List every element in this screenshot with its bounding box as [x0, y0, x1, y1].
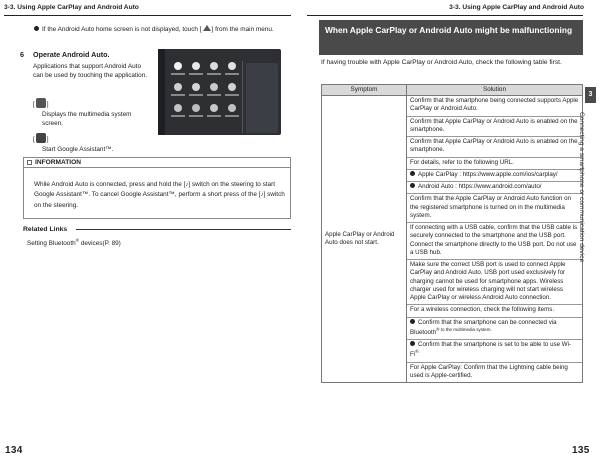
bracket-close: ]	[46, 136, 49, 143]
intro-bullet-after: ] from the main menu.	[211, 26, 274, 33]
app-icon	[228, 104, 236, 112]
bullet-icon	[410, 341, 415, 346]
bullet-icon	[410, 171, 415, 176]
app-icon	[174, 83, 182, 91]
solution-item	[407, 318, 582, 341]
information-title: INFORMATION	[35, 159, 82, 166]
bracket-open: [	[33, 136, 35, 143]
troubleshooting-table	[321, 84, 583, 383]
related-links-rule	[76, 229, 291, 230]
app-label	[207, 73, 221, 75]
app-icon	[192, 83, 200, 91]
solution-item	[407, 182, 582, 194]
column-header-symptom: Symptom	[322, 85, 407, 96]
app-label	[207, 94, 221, 96]
left-header-rule	[4, 15, 291, 16]
intro-bullet-text: If the Android Auto home screen is not displayed, touch [	[42, 26, 202, 33]
solution-item: For a wireless connection, check the following items.	[407, 305, 582, 317]
app-icon	[228, 83, 236, 91]
bullet-icon	[410, 319, 415, 324]
app-icon	[210, 62, 218, 70]
wifi-check-text: Confirm that the smartphone is set to be able to use Wi-Fi	[410, 341, 572, 359]
step-number: 6	[20, 50, 24, 59]
solution-cell	[407, 96, 583, 383]
android-auto-url[interactable]: Android Auto : https://www.android.com/auto/	[418, 183, 542, 190]
left-page-number: 134	[5, 445, 23, 456]
chapter-side-text: Connecting a smartphone or communication device	[578, 112, 585, 263]
bracket-close: ]	[46, 101, 49, 108]
voice-command-icon	[36, 133, 46, 143]
app-icon	[210, 104, 218, 112]
right-page-number: 135	[572, 445, 590, 456]
solution-item: Confirm that the smartphone being connected supports Apple CarPlay or Android Auto.	[407, 96, 582, 117]
table-header-row	[322, 85, 583, 96]
section-title-bar	[319, 20, 583, 55]
left-page-header: 3-3. Using Apple CarPlay and Android Auto	[4, 4, 139, 11]
step-description: Applications that support Android Auto can be used by touching the application.	[33, 63, 148, 79]
registered-mark: ®	[75, 238, 80, 243]
section-title: When Apple CarPlay or Android Auto might be malfunctioning	[325, 25, 573, 35]
solution-item: Confirm that the Apple CarPlay or Android Auto function on the registered smartphone is turned on in the multimedia system.	[407, 194, 582, 223]
wifi-check-suffix: ®.	[415, 349, 420, 355]
apple-carplay-url[interactable]: Apple CarPlay : https://www.apple.com/ios/carplay/	[418, 170, 558, 178]
app-label	[207, 115, 221, 117]
item-1-icon-ref	[33, 98, 49, 110]
app-icon	[174, 62, 182, 70]
app-label	[189, 115, 203, 117]
information-text	[34, 180, 288, 211]
column-header-solution: Solution	[407, 85, 583, 96]
app-label	[171, 73, 185, 75]
screen-divider	[242, 61, 243, 133]
bullet-icon	[34, 26, 39, 31]
information-text-2: ] switch on the steering to start Google Assistant™. To cancel Google Assistant™, perform a short press of the [	[34, 181, 276, 199]
voice-switch-icon: ♪	[260, 192, 264, 199]
menu-grid-icon	[36, 98, 46, 108]
app-label	[225, 115, 239, 117]
solution-item: Confirm that Apple CarPlay or Android Auto is enabled on the smartphone.	[407, 117, 582, 138]
app-label	[189, 94, 203, 96]
solution-item: Confirm that Apple CarPlay or Android Auto is enabled on the smartphone.	[407, 137, 582, 158]
related-links-title: Related Links	[23, 226, 68, 233]
screen-side-card	[246, 63, 278, 133]
solution-item	[407, 170, 582, 182]
chapter-tab: 3	[585, 87, 596, 103]
related-link-page[interactable]: devices(P. 89)	[79, 240, 121, 248]
bluetooth-check-text: Confirm that the smartphone can be connected via Bluetooth	[410, 318, 557, 336]
right-page-header: 3-3. Using Apple CarPlay and Android Auto	[449, 4, 584, 11]
app-label	[171, 94, 185, 96]
right-header-rule	[307, 15, 583, 16]
solution-item: Make sure the correct USB port is used to connect Apple CarPlay and Android Auto. USB port used exclusively for charging cannot be used for smartphone apps. Wireless charger used for wireless charging will not start wireless Apple CarPlay or wireless Android Auto connection.	[407, 260, 582, 305]
bluetooth-check-suffix: ® to the multimedia system.	[436, 326, 492, 332]
app-icon	[210, 83, 218, 91]
android-auto-screen-illustration	[158, 49, 281, 135]
information-text-1: While Android Auto is connected, press and hold the [	[34, 181, 186, 188]
table-row	[322, 96, 583, 383]
voice-switch-icon: ♪	[185, 182, 189, 188]
home-icon	[203, 25, 211, 31]
item-2-icon-ref	[33, 133, 49, 145]
app-label	[225, 73, 239, 75]
app-icon	[192, 104, 200, 112]
bullet-icon	[410, 183, 415, 188]
solution-item: If connecting with a USB cable, confirm that the USB cable is securely connected to the smartphone and the USB port. Connect the smartphone directly to the USB port. Do not use a USB hub.	[407, 223, 582, 260]
right-intro: If having trouble with Apple CarPlay or Android Auto, check the following table first.	[321, 59, 562, 66]
information-icon	[27, 160, 32, 165]
related-link-text[interactable]: Setting Bluetooth	[27, 240, 76, 248]
intro-bullet	[34, 25, 274, 35]
symptom-cell: Apple CarPlay or Android Auto does not start.	[322, 96, 407, 383]
information-box	[23, 157, 291, 219]
app-icon	[228, 62, 236, 70]
information-header	[24, 158, 290, 168]
information-text-3: ] switch on the steering.	[34, 191, 285, 209]
app-label	[189, 73, 203, 75]
app-icon	[174, 104, 182, 112]
related-link[interactable]	[27, 238, 121, 249]
app-icon	[192, 62, 200, 70]
solution-item: For details, refer to the following URL.	[407, 158, 582, 170]
step-title: Operate Android Auto.	[33, 50, 110, 59]
screen-sidebar	[158, 49, 165, 135]
app-label	[225, 94, 239, 96]
bracket-open: [	[33, 101, 35, 108]
app-label	[171, 115, 185, 117]
item-2-description: Start Google Assistant™.	[42, 146, 114, 153]
solution-item: For Apple CarPlay: Confirm that the Lightning cable being used is Apple-certified.	[410, 363, 568, 379]
solution-item	[407, 340, 582, 363]
item-1-description: Displays the multimedia system screen.	[42, 111, 132, 127]
